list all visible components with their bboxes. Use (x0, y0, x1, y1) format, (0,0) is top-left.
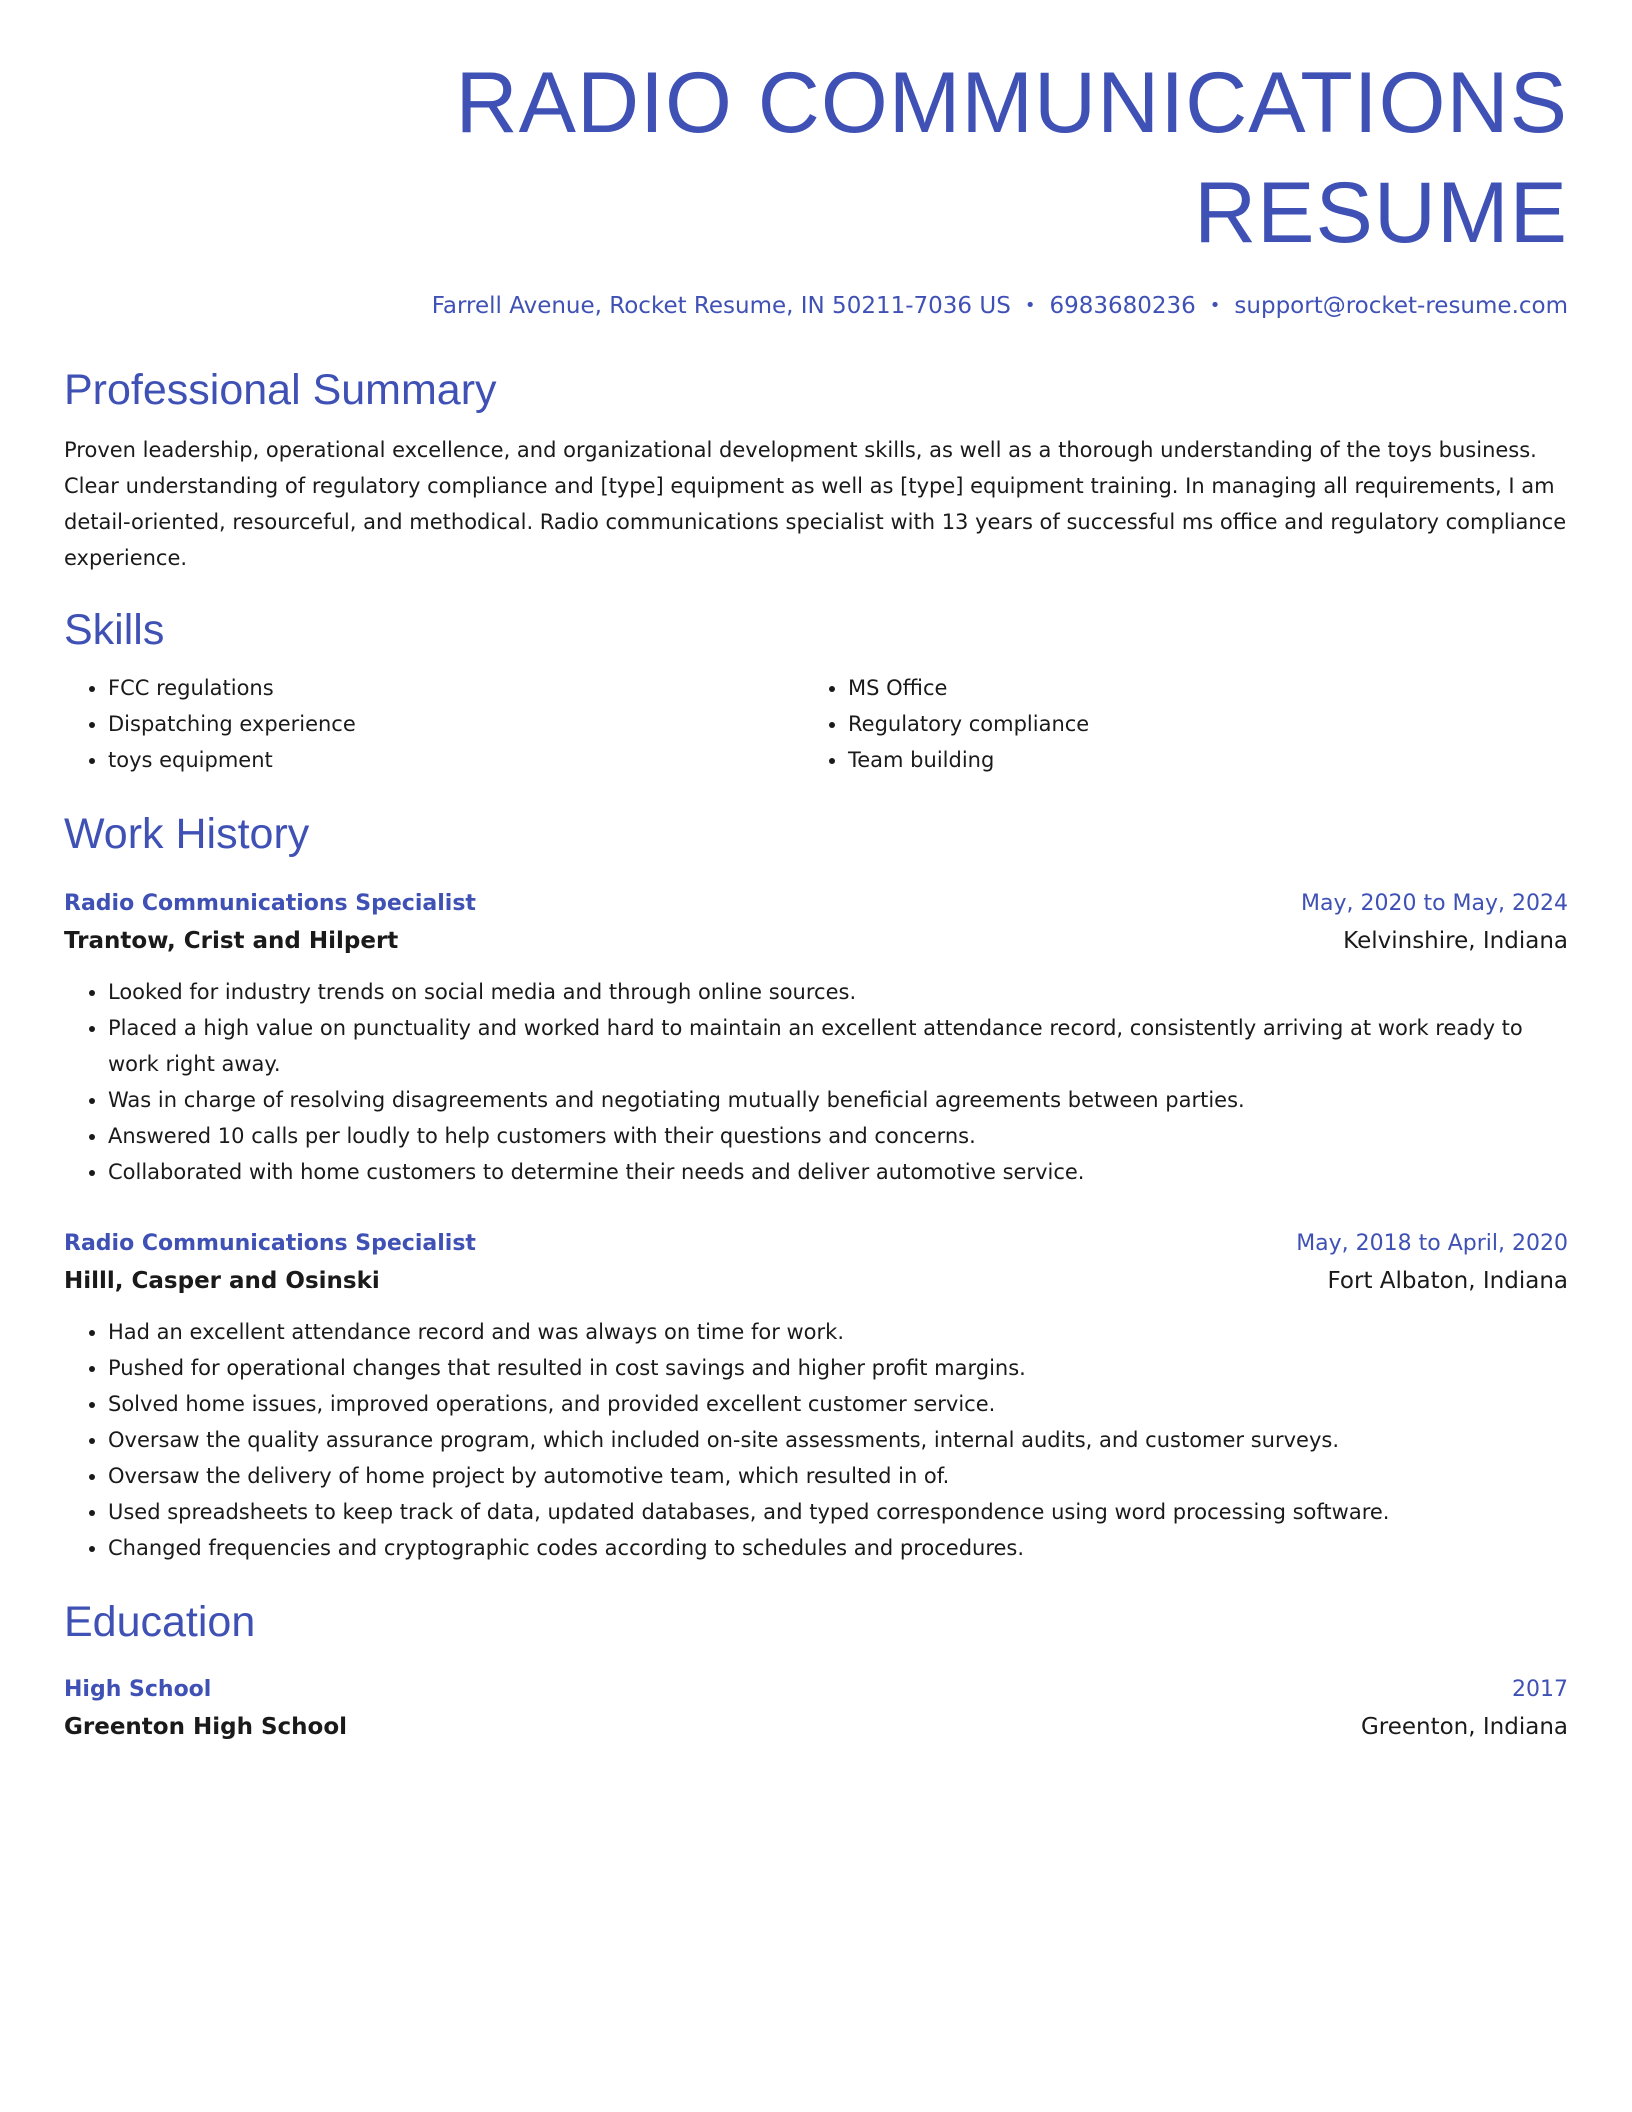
contact-address: Farrell Avenue, Rocket Resume, IN 50211-7036 US (431, 293, 1011, 319)
job-header (64, 1226, 1568, 1262)
job-title: Radio Communications Specialist (64, 891, 476, 916)
job-header (64, 886, 1568, 922)
education-degree: High School (64, 1677, 212, 1702)
job-bullet: • Changed frequencies and cryptographic codes according to schedules and procedures. (108, 1530, 1568, 1566)
education-entry (64, 1672, 1568, 1746)
job-bullets (64, 1314, 1568, 1566)
skills-column-left (64, 670, 804, 778)
contact-email: support@rocket-resume.com (1234, 293, 1568, 319)
work-history-heading: Work History (64, 810, 310, 858)
contact-phone: 6983680236 (1049, 293, 1196, 319)
skill-item: • Dispatching experience (108, 706, 804, 742)
education-header (64, 1672, 1568, 1708)
job-bullets (64, 974, 1568, 1190)
job-company: Trantow, Crist and Hilpert (64, 928, 399, 954)
job-company: Hilll, Casper and Osinski (64, 1268, 380, 1294)
job-subheader (64, 1262, 1568, 1300)
job-bullet: • Used spreadsheets to keep track of data, updated databases, and typed correspondence using word processing software. (108, 1494, 1568, 1530)
job-dates: May, 2020 to May, 2024 (1301, 891, 1568, 916)
education-heading: Education (64, 1598, 256, 1646)
job-dates: May, 2018 to April, 2020 (1296, 1231, 1568, 1256)
skills-column-right (804, 670, 1544, 778)
job-entry (64, 1226, 1568, 1566)
job-bullet: • Had an excellent attendance record and was always on time for work. (108, 1314, 1568, 1350)
job-entry (64, 886, 1568, 1190)
skill-item: • FCC regulations (108, 670, 804, 706)
summary-text: Proven leadership, operational excellence, and organizational development skills, as well as a thorough understanding of the toys business. Clear understanding of regulatory compliance and [type] equipment as well as [type] equipment training. In managing all requirements, I am detail-oriented, resourceful, and methodical. Radio communications specialist with 13 years of successful ms office and regulatory compliance experience. (64, 438, 1567, 570)
resume-name: RADIO COMMUNICATIONS RESUME (455, 55, 1568, 261)
skill-item: • Regulatory compliance (848, 706, 1544, 742)
job-bullet: • Oversaw the delivery of home project by automotive team, which resulted in of. (108, 1458, 1568, 1494)
contact-separator: • (1209, 295, 1221, 316)
skill-item: • Team building (848, 742, 1544, 778)
job-bullet: • Was in charge of resolving disagreements and negotiating mutually beneficial agreements between parties. (108, 1082, 1568, 1118)
job-subheader (64, 922, 1568, 960)
job-title: Radio Communications Specialist (64, 1231, 476, 1256)
job-location: Kelvinshire, Indiana (1343, 928, 1568, 954)
education-subheader (64, 1708, 1568, 1746)
job-bullet: • Answered 10 calls per loudly to help customers with their questions and concerns. (108, 1118, 1568, 1154)
skills-heading: Skills (64, 606, 165, 654)
job-bullet: • Solved home issues, improved operations, and provided excellent customer service. (108, 1386, 1568, 1422)
education-year: 2017 (1512, 1677, 1568, 1702)
contact-separator: • (1024, 295, 1036, 316)
skill-item: • MS Office (848, 670, 1544, 706)
contact-line (64, 290, 1568, 322)
skills-list (64, 670, 1568, 778)
job-bullet: • Collaborated with home customers to determine their needs and deliver automotive service. (108, 1154, 1568, 1190)
job-location: Fort Albaton, Indiana (1327, 1268, 1568, 1294)
education-location: Greenton, Indiana (1360, 1714, 1568, 1740)
job-bullet: • Placed a high value on punctuality and worked hard to maintain an excellent attendance record, consistently arriving at work ready to work right away. (108, 1010, 1568, 1082)
skill-item: • toys equipment (108, 742, 804, 778)
job-bullet: • Pushed for operational changes that resulted in cost savings and higher profit margins. (108, 1350, 1568, 1386)
summary-heading: Professional Summary (64, 366, 497, 414)
job-bullet: • Looked for industry trends on social media and through online sources. (108, 974, 1568, 1010)
job-bullet: • Oversaw the quality assurance program, which included on-site assessments, internal audits, and customer surveys. (108, 1422, 1568, 1458)
education-school: Greenton High School (64, 1714, 348, 1740)
